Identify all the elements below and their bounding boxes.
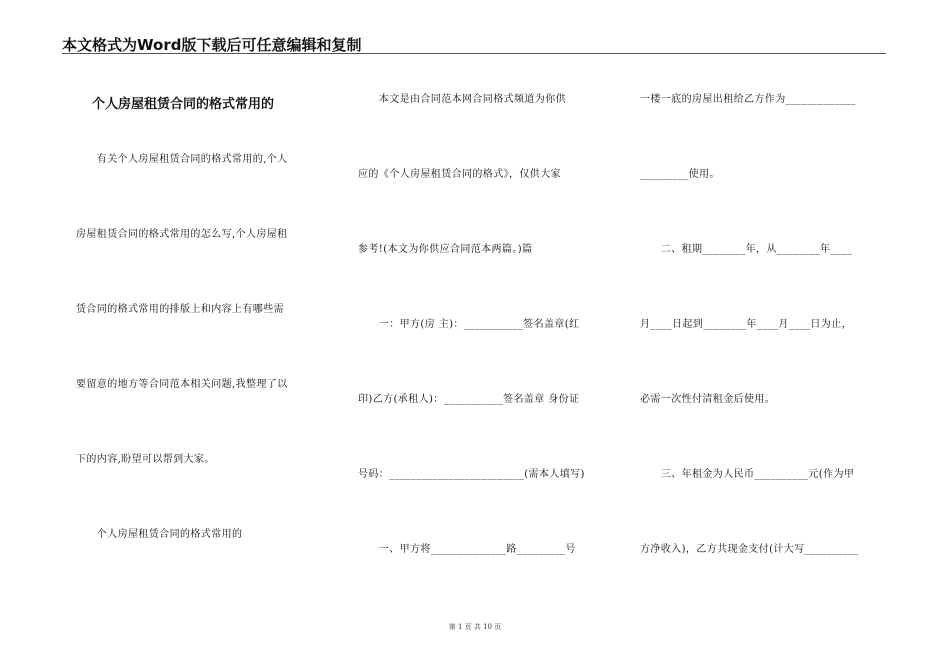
text-line: 本文是由合同范本网合同格式频道为你供 bbox=[358, 94, 566, 105]
column-2 bbox=[358, 0, 608, 672]
text-line: 三、年租金为人民币__________元(作为甲 bbox=[640, 469, 855, 480]
text-line: 参考!(本文为你供应合同范本两篇。)篇 bbox=[358, 244, 533, 255]
text-line: 一：甲方(房 主)：___________签名盖章(红 bbox=[358, 319, 580, 330]
text-line: 二、租期________年，从________年____ bbox=[640, 244, 852, 255]
text-line: 印)乙方(承租人)：___________签名盖章 身份证 bbox=[358, 394, 580, 405]
text-line: 应的《个人房屋租赁合同的格式》，仅供大家 bbox=[358, 169, 561, 180]
column-1 bbox=[76, 0, 326, 672]
text-line: 房屋租赁合同的格式常用的怎么写,个人房屋租 bbox=[76, 229, 288, 240]
text-line: 赁合同的格式常用的排版上和内容上有哪些需 bbox=[76, 304, 284, 315]
text-line: 一、甲方将______________路_________号 bbox=[358, 544, 576, 555]
document-title: 个人房屋租赁合同的格式常用的 bbox=[92, 97, 275, 112]
text-line: 个人房屋租赁合同的格式常用的 bbox=[76, 529, 243, 540]
text-line: 必需一次性付清租金后使用。 bbox=[640, 394, 776, 405]
text-line: 有关个人房屋租赁合同的格式常用的,个人 bbox=[76, 154, 288, 165]
text-line: 月____日起到________年____月____日为止， bbox=[640, 319, 852, 330]
page-number: 第 1 页 共 10 页 bbox=[448, 623, 502, 631]
text-line: 方净收入)，乙方共现金支付(计大写__________ bbox=[640, 544, 859, 555]
header-banner: 本文格式为Word版下载后可任意编辑和复制 bbox=[62, 36, 362, 54]
text-line: 要留意的地方等合同范本相关问题,我整理了以 bbox=[76, 379, 288, 390]
text-line: 一楼一底的房屋出租给乙方作为_____________ bbox=[640, 94, 856, 105]
text-line: 下的内容,盼望可以帮到大家。 bbox=[76, 454, 215, 465]
text-line: 号码：_________________________(需本人填写) bbox=[358, 469, 585, 480]
text-line: _________使用。 bbox=[640, 169, 720, 180]
column-3 bbox=[640, 0, 890, 672]
